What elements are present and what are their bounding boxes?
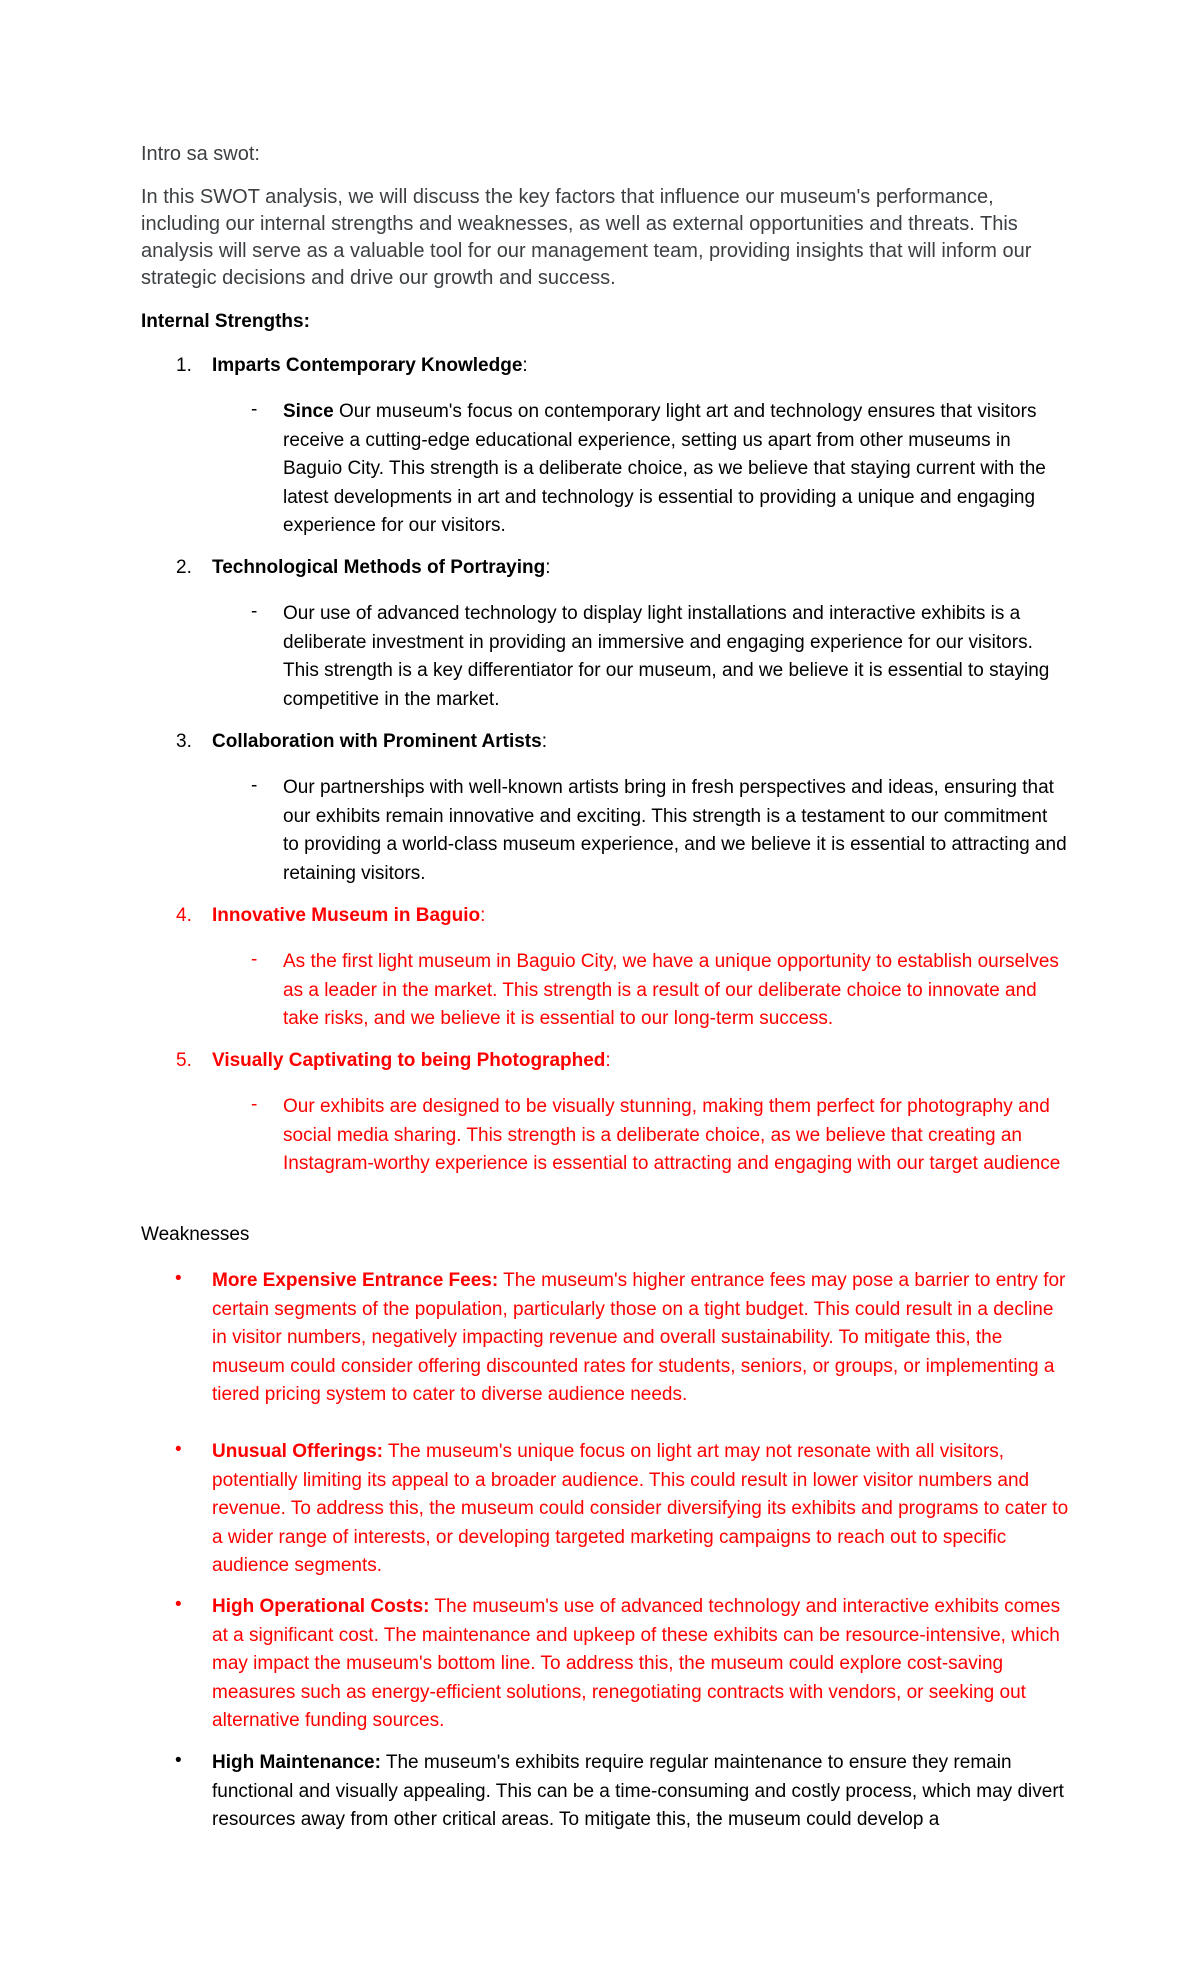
strength-number: 3. xyxy=(176,731,192,752)
strength-title-colon: : xyxy=(480,905,486,926)
weakness-title: High Operational Costs: xyxy=(212,1596,430,1617)
strength-description-text: Our exhibits are designed to be visually stunning, making them perfect for photography and social media sharing. This strength is a deliberate choice, as we believe that creating an Instagram-worthy experience is essential to attracting and engaging with our target audience xyxy=(283,1096,1061,1174)
weaknesses-heading: Weaknesses xyxy=(141,1224,250,1245)
strength-description xyxy=(283,600,1068,714)
strength-title xyxy=(212,905,485,927)
strength-description xyxy=(283,1093,1068,1179)
weakness-item xyxy=(212,1438,1072,1581)
weakness-title: More Expensive Entrance Fees: xyxy=(212,1270,499,1291)
strength-number: 2. xyxy=(176,557,192,578)
dash-marker: - xyxy=(251,775,258,796)
strength-title-colon: : xyxy=(541,731,547,752)
strength-number: 1. xyxy=(176,355,192,376)
strength-title-text: Visually Captivating to being Photographed xyxy=(212,1050,606,1071)
dash-marker: - xyxy=(251,1094,258,1115)
dash-marker: - xyxy=(251,399,258,420)
strength-description xyxy=(283,774,1068,888)
strength-description xyxy=(283,398,1068,541)
strength-title xyxy=(212,731,547,753)
strength-number: 5. xyxy=(176,1050,192,1071)
weakness-description: The museum's use of advanced technology and interactive exhibits comes at a significant cost. The maintenance and upkeep of these exhibits can be resource-intensive, which may impact the museum's bottom line. To address this, the museum could explore cost-saving measures such as energy-efficient solutions, renegotiating contracts with vendors, or seeking out alternative funding sources. xyxy=(212,1596,1061,1731)
strength-title xyxy=(212,557,551,579)
dash-marker: - xyxy=(251,601,258,622)
bullet-marker: • xyxy=(175,1594,182,1615)
strength-title-text: Technological Methods of Portraying xyxy=(212,557,546,578)
strength-title xyxy=(212,1050,611,1072)
bullet-marker: • xyxy=(175,1268,182,1289)
intro-heading: Intro sa swot: xyxy=(141,143,260,165)
weakness-description: The museum's unique focus on light art may not resonate with all visitors, potentially limiting its appeal to a broader audience. This could result in lower visitor numbers and revenue. To address this, the museum could consider diversifying its exhibits and programs to cater to a wider range of interests, or developing targeted marketing campaigns to reach out to specific audience segments. xyxy=(212,1441,1069,1576)
strength-description-text: As the first light museum in Baguio City, we have a unique opportunity to establish ourselves as a leader in the market. This strength is a result of our deliberate choice to innovate and take risks, and we believe it is essential to our long-term success. xyxy=(283,951,1059,1029)
strength-description-lead: Since xyxy=(283,401,334,422)
weakness-item xyxy=(212,1267,1072,1410)
weakness-item xyxy=(212,1749,1072,1835)
strength-title-colon: : xyxy=(605,1050,611,1071)
strength-description-text: Our partnerships with well-known artists bring in fresh perspectives and ideas, ensuring that our exhibits remain innovative and exciting. This strength is a testament to our commitment to providing a world-class museum experience, and we believe it is essential to attracting and retaining visitors. xyxy=(283,777,1067,884)
strength-title-text: Innovative Museum in Baguio xyxy=(212,905,481,926)
dash-marker: - xyxy=(251,949,258,970)
strength-title-colon: : xyxy=(545,557,551,578)
bullet-marker: • xyxy=(175,1750,182,1771)
strength-title-text: Collaboration with Prominent Artists xyxy=(212,731,542,752)
bullet-marker: • xyxy=(175,1439,182,1460)
strength-title xyxy=(212,355,528,377)
strength-number: 4. xyxy=(176,905,192,926)
weakness-title: High Maintenance: xyxy=(212,1752,381,1773)
weakness-description: The museum's exhibits require regular maintenance to ensure they remain functional and visually appealing. This can be a time-consuming and costly process, which may divert resources away from other critical areas. To mitigate this, the museum could develop a xyxy=(212,1752,1064,1830)
strengths-heading: Internal Strengths: xyxy=(141,311,310,332)
strength-description-text: Our use of advanced technology to display light installations and interactive exhibits is a deliberate investment in providing an immersive and engaging experience for our visitors. This strength is a key differentiator for our museum, and we believe it is essential to staying competitive in the market. xyxy=(283,603,1050,710)
weakness-description: The museum's higher entrance fees may pose a barrier to entry for certain segments of the population, particularly those on a tight budget. This could result in a decline in visitor numbers, negatively impacting revenue and overall sustainability. To mitigate this, the museum could consider offering discounted rates for students, seniors, or groups, or implementing a tiered pricing system to cater to diverse audience needs. xyxy=(212,1270,1066,1405)
strength-description-text: Our museum's focus on contemporary light art and technology ensures that visitors receive a cutting-edge educational experience, setting us apart from other museums in Baguio City. This strength is a deliberate choice, as we believe that staying current with the latest developments in art and technology is essential to providing a unique and engaging experience for our visitors. xyxy=(283,401,1046,536)
intro-paragraph: In this SWOT analysis, we will discuss the key factors that influence our museum's performance, including our internal strengths and weaknesses, as well as external opportunities and threats. This analysis will serve as a valuable tool for our management team, providing insights that will inform our strategic decisions and drive our growth and success. xyxy=(141,186,1032,289)
weakness-title: Unusual Offerings: xyxy=(212,1441,384,1462)
strength-description xyxy=(283,948,1068,1034)
strength-title-colon: : xyxy=(522,355,528,376)
strength-title-text: Imparts Contemporary Knowledge xyxy=(212,355,523,376)
weakness-item xyxy=(212,1593,1072,1736)
